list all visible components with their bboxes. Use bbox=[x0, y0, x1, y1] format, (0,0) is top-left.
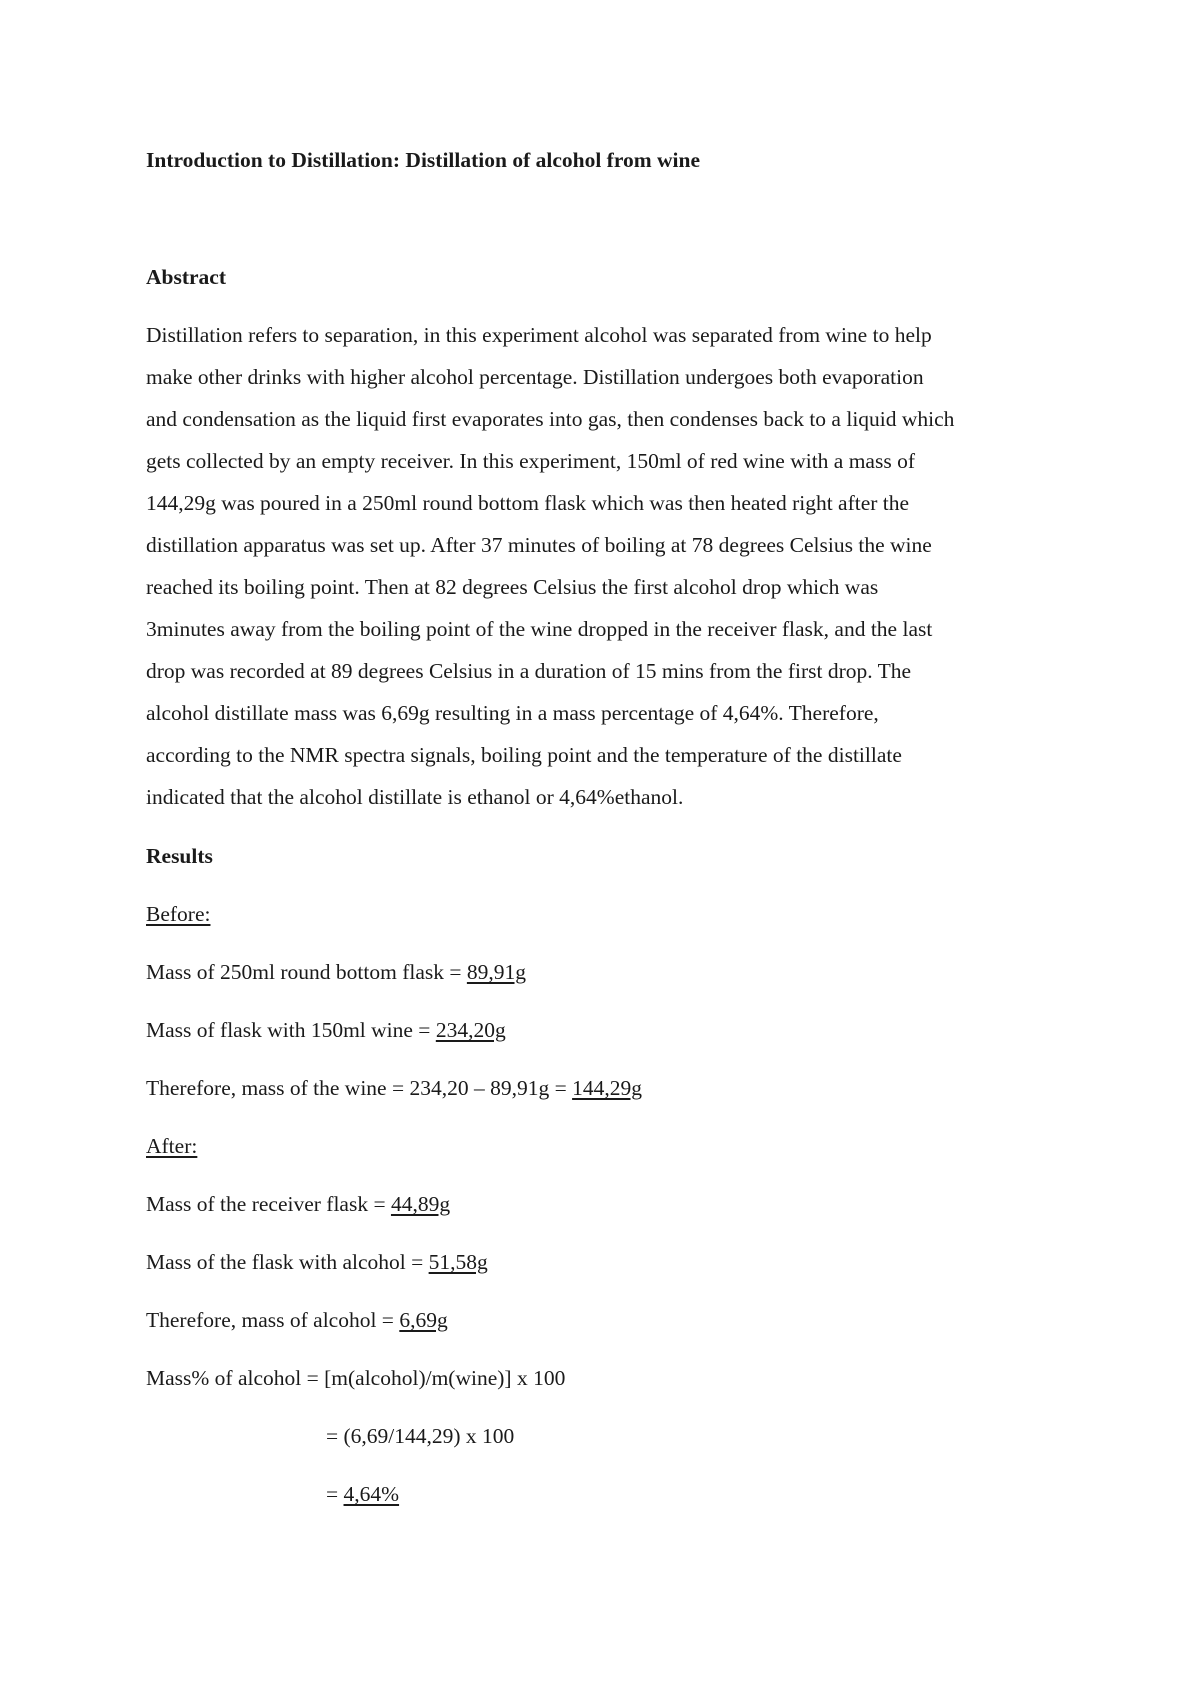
formula-result-value: 4,64% bbox=[343, 1482, 400, 1506]
abstract-line: make other drinks with higher alcohol percentage. Distillation undergoes both evaporation bbox=[146, 365, 924, 389]
result-value: 234,20g bbox=[435, 1018, 506, 1042]
abstract-line: 3minutes away from the boiling point of the wine dropped in the receiver flask, and the last bbox=[146, 617, 933, 641]
after-label: After: bbox=[146, 1134, 198, 1158]
formula-line: = (6,69/144,29) x 100 bbox=[326, 1424, 515, 1448]
abstract-line: according to the NMR spectra signals, boiling point and the temperature of the distillate bbox=[146, 743, 902, 767]
result-value: 44,89g bbox=[390, 1192, 451, 1216]
result-value: 51,58g bbox=[428, 1250, 488, 1274]
formula-result-line bbox=[326, 1484, 399, 1506]
abstract-heading: Abstract bbox=[146, 265, 227, 289]
result-value: 144,29g bbox=[572, 1076, 642, 1100]
result-line bbox=[146, 1078, 642, 1100]
abstract-line: indicated that the alcohol distillate is ethanol or 4,64%ethanol. bbox=[146, 785, 684, 809]
result-label: Therefore, mass of the wine = 234,20 – 89,91g = bbox=[146, 1076, 573, 1100]
abstract-line: and condensation as the liquid first evaporates into gas, then condenses back to a liquid which bbox=[146, 407, 955, 431]
result-label: Mass of 250ml round bottom flask = bbox=[146, 960, 467, 984]
abstract-line: Distillation refers to separation, in this experiment alcohol was separated from wine to help bbox=[146, 323, 932, 347]
abstract-line: distillation apparatus was set up. After 37 minutes of boiling at 78 degrees Celsius the wine bbox=[146, 533, 932, 557]
result-value: 89,91g bbox=[466, 960, 526, 984]
result-line bbox=[146, 1020, 506, 1042]
before-label: Before: bbox=[146, 902, 211, 926]
document-title: Introduction to Distillation: Distillation of alcohol from wine bbox=[146, 148, 701, 172]
result-label: Mass of the flask with alcohol = bbox=[146, 1250, 429, 1274]
result-line bbox=[146, 1252, 488, 1274]
result-line bbox=[146, 1194, 450, 1216]
result-label: Mass of flask with 150ml wine = bbox=[146, 1018, 436, 1042]
result-label: Mass of the receiver flask = bbox=[146, 1192, 391, 1216]
abstract-line: alcohol distillate mass was 6,69g resulting in a mass percentage of 4,64%. Therefore, bbox=[146, 701, 879, 725]
formula-line: Mass% of alcohol = [m(alcohol)/m(wine)] x 100 bbox=[146, 1366, 566, 1390]
abstract-line: drop was recorded at 89 degrees Celsius in a duration of 15 mins from the first drop. The bbox=[146, 659, 912, 683]
results-heading: Results bbox=[146, 844, 213, 868]
result-label: Therefore, mass of alcohol = bbox=[146, 1308, 400, 1332]
result-value: 6,69g bbox=[399, 1308, 448, 1332]
result-line bbox=[146, 962, 526, 984]
result-line bbox=[146, 1310, 448, 1332]
abstract-line: reached its boiling point. Then at 82 degrees Celsius the first alcohol drop which was bbox=[146, 575, 879, 599]
abstract-line: gets collected by an empty receiver. In this experiment, 150ml of red wine with a mass of bbox=[146, 449, 915, 473]
abstract-line: 144,29g was poured in a 250ml round bottom flask which was then heated right after the bbox=[146, 491, 910, 515]
formula-prefix: = bbox=[326, 1482, 344, 1506]
